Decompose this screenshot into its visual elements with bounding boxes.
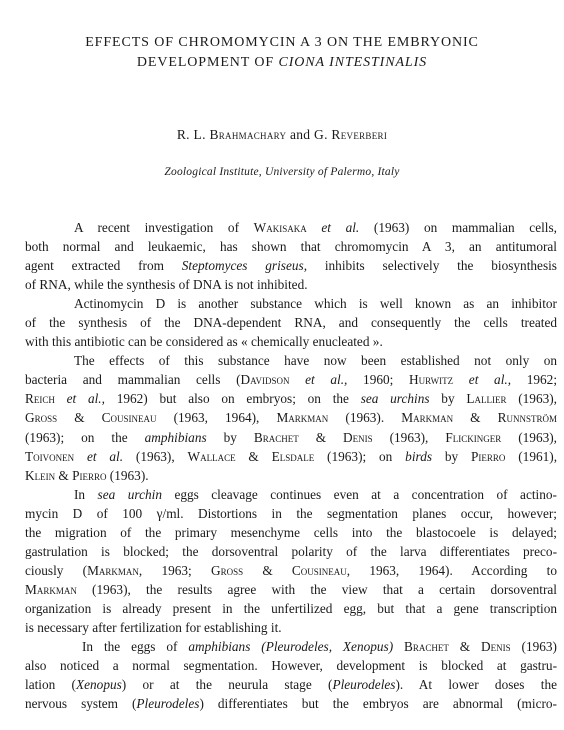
text-run: A recent investigation of [74,220,254,235]
body-line [25,351,557,370]
body-line [25,599,557,618]
italic-term: et al., [305,372,348,388]
author-citation: Markman [25,581,77,597]
italic-term: sea urchin [97,486,162,502]
body-line [25,237,557,256]
author-citation: Markman [276,410,329,426]
body-line [25,580,557,599]
body-line [25,218,557,237]
text-run: is necessary after fertilization for establishing it. [25,619,282,635]
author-citation: Toivonen [25,448,75,464]
italic-term: amphibians (Pleurodeles, Xenopus) [188,639,394,655]
text-run: , 1963, 1964). According to [346,562,557,578]
text-run: (1963), [501,429,557,445]
author-citation: Markman & Runnström [401,410,557,426]
text-run: (1963); on [314,448,406,464]
text-run: both normal and leukaemic, has shown that chromomycin A 3, an antitumoral [25,239,557,255]
text-run: inhibits selectively the biosynthesis [307,258,557,274]
text-run: (1963), [506,391,557,407]
author-citation: Hurwitz [409,372,454,388]
body-line [25,656,557,675]
author-1-initials: R. L. [176,127,210,142]
text-run: mycin D of 100 γ/ml. Distortions in the segmentation planes occur, however; [25,505,557,521]
author-citation: Brachet & Denis [404,639,511,655]
text-run: ) differentiates but the embryos are abnormal (micro- [199,696,557,712]
body-line [25,370,557,389]
text-run: of the synthesis of the DNA-dependent RNA, and consequently the cells treated [25,315,557,331]
text-run: the migration of the primary mesenchyme cells into the blastocoele is delayed; [25,524,557,540]
text-run: 1962; [511,372,557,388]
text-run: In [74,486,98,502]
text-run: (1963); on the [25,429,145,445]
author-citation: Davidson [240,372,290,388]
text-run [393,639,404,654]
body-line [25,389,557,408]
text-run: (1963, 1964), [156,410,277,426]
text-run: by [206,429,254,445]
author-citation: Wallace & Elsdale [187,448,315,464]
author-citation: Wakisaka [253,220,307,235]
author-1-surname: Brahmachary [209,127,287,142]
body-text [25,218,557,713]
italic-term: birds [405,448,433,464]
author-list [0,127,564,143]
body-line [25,523,557,542]
text-run [55,391,67,406]
author-2-initials: G. [314,127,332,142]
text-run: (1963) [510,639,557,655]
body-line [25,675,557,694]
italic-term: et al., [66,391,105,407]
text-run: lation ( [25,677,76,693]
text-run: also noticed a normal segmentation. However, development is blocked at gastru- [25,658,557,674]
body-line [25,466,557,485]
text-run: 1960; [347,372,410,388]
author-citation: Gross & Cousineau [25,410,157,426]
text-run: (1963), the results agree with the view that a certain dorsoventral [76,581,557,597]
italic-term: et al. [86,448,124,464]
italic-term: Pleurodeles [332,677,396,693]
text-run: 1962) but also on embryos; on the [104,391,361,407]
italic-term: amphibians [144,429,207,445]
text-run: ). At lower doses the [395,677,557,693]
author-citation: Reich [25,391,55,407]
text-run: (1961), [505,448,557,464]
body-line [25,504,557,523]
text-run: of RNA, while the synthesis of DNA is not inhibited. [25,277,308,293]
italic-term: et al., [468,372,512,388]
body-line [25,485,557,504]
title-line-2 [0,53,564,73]
author-citation: Flickinger [445,429,502,445]
author-citation: Brachet & Denis [253,429,373,445]
body-line [25,561,557,580]
author-citation: Lallier [466,391,507,407]
title-line-2-prefix: DEVELOPMENT OF [136,55,279,70]
text-run: , 1963; [138,562,211,578]
text-run: by [429,391,467,407]
italic-term: Pleurodeles [136,696,200,712]
text-run: (1963). [106,467,149,483]
text-run: agent extracted from [25,258,182,274]
body-line [25,294,557,313]
body-line [25,256,557,275]
text-run: ) or at the neurula stage ( [121,677,333,693]
body-line [25,313,557,332]
body-line [25,428,557,447]
body-line [25,694,557,713]
body-line [25,332,557,351]
italic-term: et al. [321,220,360,235]
body-line [25,408,557,427]
italic-term: Xenopus [76,677,122,693]
text-run: with this antibiotic can be considered as « chemically enucleated ». [25,334,383,350]
text-run [289,372,305,387]
text-run: (1963), [372,429,446,445]
affiliation: Zoological Institute, University of Palermo, Italy [164,166,400,178]
text-run: In the eggs of [82,639,189,655]
text-run: eggs cleavage continues even at a concentration of actino- [161,486,557,502]
title-line-2-species: CIONA INTESTINALIS [278,55,428,70]
text-run: (1963), [123,448,188,464]
text-run: The effects of this substance have now been established not only on [74,353,557,369]
author-2-surname: Reverberi [331,127,388,142]
text-run [74,449,87,464]
text-run: by [432,448,471,464]
author-citation: Markman [87,562,139,578]
text-run: organization is already present in the unfertilized egg, but that a gene transcription [25,600,557,616]
body-line [25,447,557,466]
text-run: (1963). [328,410,402,426]
italic-term: Steptomyces griseus, [181,258,308,274]
body-line [25,542,557,561]
body-line [25,618,557,637]
italic-term: sea urchins [360,391,430,407]
text-run: ciously ( [25,562,88,578]
author-citation: Klein & Pierro [25,467,107,483]
text-run [307,220,322,235]
author-citation: Pierro [471,448,506,464]
author-citation: Gross & Cousineau [210,562,347,578]
article-title [0,33,564,73]
text-run [453,372,469,387]
text-run: bacteria and mammalian cells ( [25,372,241,388]
text-run: Actinomycin D is another substance which is well known as an inhibitor [74,296,557,312]
body-line [25,637,557,656]
title-line-1: EFFECTS OF CHROMOMYCIN A 3 ON THE EMBRYONIC [85,35,479,50]
text-run: nervous system ( [25,696,137,712]
text-run: gastrulation is blocked; the dorsoventral polarity of the larva differentiates preco- [25,543,557,559]
authors-joiner: and [286,127,315,142]
body-line [25,275,557,294]
text-run: (1963) on mammalian cells, [359,220,557,235]
